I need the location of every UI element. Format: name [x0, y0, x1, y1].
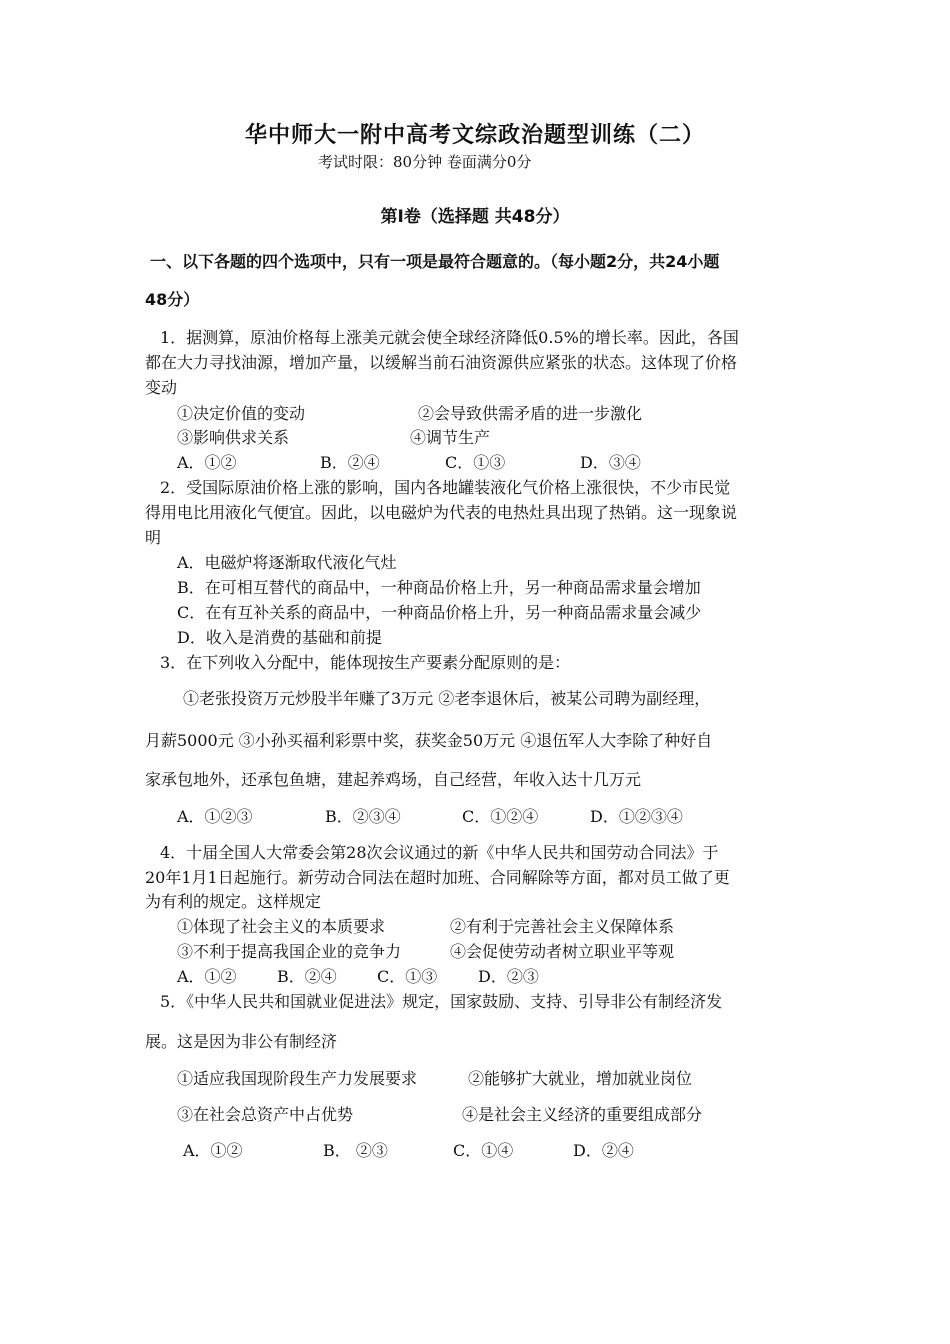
- question-text: 20年1月1日起施行。新劳动合同法在超时加班、合同解除等方面，都对员工做了更: [145, 868, 730, 887]
- question-text: 得用电比用液化气便宜。因此，以电磁炉为代表的电热灶具出现了热销。这一现象说: [145, 503, 738, 522]
- statement-2: ②会导致供需矛盾的进一步激化: [418, 404, 643, 423]
- choice-d: D．①②③④: [590, 807, 683, 826]
- choice-a: A．电磁炉将逐渐取代液化气灶: [177, 553, 397, 572]
- choice-d: D．②④: [573, 1141, 634, 1160]
- question-text: 明: [145, 528, 162, 547]
- choice-c: C．①③: [445, 453, 506, 472]
- choice-a: A．①②③: [177, 807, 253, 826]
- choice-b: B．②④: [277, 967, 337, 986]
- choice-a: A．①②: [183, 1141, 243, 1160]
- statement-1: ①决定价值的变动: [177, 404, 306, 423]
- statement-4: ④是社会主义经济的重要组成部分: [462, 1105, 703, 1124]
- choice-c: C．①④: [453, 1141, 514, 1160]
- choice-d: D．②③: [478, 967, 539, 986]
- statement-2: ②能够扩大就业，增加就业岗位: [468, 1069, 693, 1088]
- choice-b: B．在可相互替代的商品中，一种商品价格上升，另一种商品需求量会增加: [177, 578, 701, 597]
- choice-c: C．①②④: [462, 807, 539, 826]
- document-title: 华中师大一附中高考文综政治题型训练（二）: [244, 123, 705, 148]
- exam-info: 考试时限：80分钟 卷面满分0分: [318, 153, 532, 171]
- choice-b: B． ②③: [323, 1141, 388, 1160]
- question-text: 4．十届全国人大常委会第28次会议通过的新《中华人民共和国劳动合同法》于: [160, 843, 719, 862]
- question-text: ①老张投资万元炒股半年赚了3万元 ②老李退休后，被某公司聘为副经理，: [183, 689, 711, 708]
- question-text: 2．受国际原油价格上涨的影响，国内各地罐装液化气价格上涨很快，不少市民觉: [160, 478, 731, 497]
- choice-d: D．收入是消费的基础和前提: [177, 628, 382, 647]
- choice-c: C．①③: [377, 967, 438, 986]
- choice-b: B．②④: [320, 453, 380, 472]
- question-text: 家承包地外，还承包鱼塘，建起养鸡场，自己经营，年收入达十几万元: [145, 770, 642, 789]
- choice-b: B．②③④: [325, 807, 401, 826]
- choice-d: D．③④: [580, 453, 641, 472]
- section-title: 第Ⅰ卷（选择题 共48分）: [380, 207, 570, 227]
- statement-1: ①适应我国现阶段生产力发展要求: [177, 1069, 418, 1088]
- question-text: 为有利的规定。这样规定: [145, 892, 322, 911]
- statement-4: ④调节生产: [410, 428, 491, 447]
- statement-3: ③在社会总资产中占优势: [177, 1105, 354, 1124]
- statement-2: ②有利于完善社会主义保障体系: [450, 917, 675, 936]
- question-text: 变动: [145, 378, 178, 397]
- question-text: 都在大力寻找油源，增加产量，以缓解当前石油资源供应紧张的状态。这体现了价格: [145, 353, 738, 372]
- question-text: 5．《中华人民共和国就业促进法》规定，国家鼓励、支持、引导非公有制经济发: [160, 992, 723, 1011]
- statement-1: ①体现了社会主义的本质要求: [177, 917, 386, 936]
- question-text: 展。这是因为非公有制经济: [145, 1032, 338, 1051]
- choice-c: C．在有互补关系的商品中，一种商品价格上升，另一种商品需求量会减少: [177, 603, 702, 622]
- choice-a: A．①②: [177, 453, 237, 472]
- question-text: 月薪5000元 ③小孙买福利彩票中奖，获奖金50万元 ④退伍军人大李除了种好自: [145, 731, 713, 750]
- section-instruction: 一、以下各题的四个选项中，只有一项是最符合题意的。（每小题2分，共24小题: [150, 252, 720, 271]
- statement-3: ③不利于提高我国企业的竞争力: [177, 942, 402, 961]
- statement-4: ④会促使劳动者树立职业平等观: [450, 942, 675, 961]
- question-text: 3．在下列收入分配中，能体现按生产要素分配原则的是：: [160, 653, 571, 672]
- section-instruction-cont: 48分）: [145, 290, 200, 309]
- choice-a: A．①②: [177, 967, 237, 986]
- question-text: 1．据测算，原油价格每上涨美元就会使全球经济降低0.5%的增长率。因此，各国: [160, 328, 739, 347]
- statement-3: ③影响供求关系: [177, 428, 290, 447]
